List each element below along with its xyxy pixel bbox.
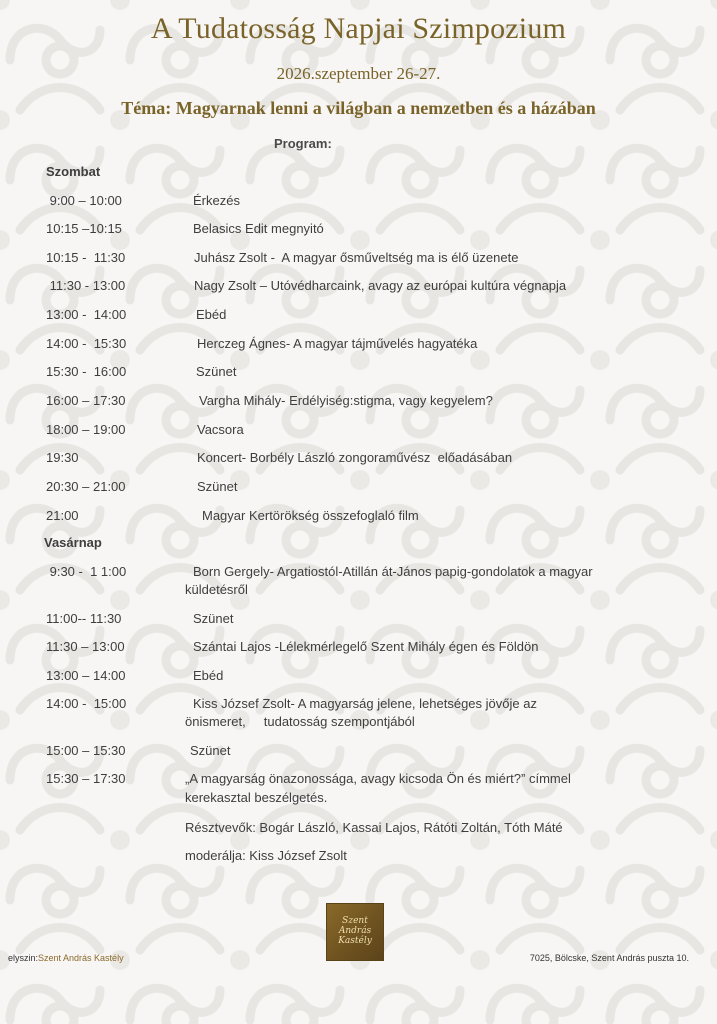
- schedule-time: 14:00 - 15:30: [46, 336, 127, 351]
- schedule-time: 15:30 - 16:00: [46, 364, 127, 379]
- schedule-item-continuation: önismeret, tudatosság szempontjából: [185, 714, 415, 729]
- logo-text-line: Kastély: [338, 936, 372, 946]
- schedule-item: Ebéd: [193, 668, 224, 683]
- venue-footer: [8, 953, 124, 963]
- schedule-item: Juhász Zsolt - A magyar ősműveltség ma is élő üzenete: [194, 250, 519, 265]
- program-heading: Program:: [274, 136, 332, 151]
- schedule-item: Szántai Lajos -Lélekmérlegelő Szent Mihály égen és Földön: [193, 639, 539, 654]
- schedule-time: 11:30 – 13:00: [46, 639, 125, 654]
- schedule-item: Born Gergely- Argatiostól-Atillán át-János papig-gondolatok a magyar: [193, 564, 593, 579]
- schedule-time: 15:00 – 15:30: [46, 743, 126, 758]
- schedule-item: Ebéd: [196, 307, 227, 322]
- schedule-time: 10:15 - 11:30: [46, 250, 126, 265]
- schedule-time: 9:30 - 1 1:00: [46, 564, 127, 579]
- schedule-item: Szünet: [196, 364, 237, 379]
- schedule-item: Kiss József Zsolt- A magyarság jelene, lehetséges jövője az: [193, 696, 537, 711]
- schedule-time: 13:00 – 14:00: [46, 668, 126, 683]
- address-footer: 7025, Bölcske, Szent András puszta 10.: [529, 953, 689, 963]
- schedule-time: 19:30: [46, 450, 79, 465]
- castle-logo: [326, 903, 384, 961]
- venue-prefix: elyszin:: [8, 953, 39, 963]
- page-title: A Tudatosság Napjai Szimpozium: [150, 12, 567, 45]
- schedule-time: 18:00 – 19:00: [46, 422, 126, 437]
- schedule-item: Belasics Edit megnyitó: [193, 221, 324, 236]
- schedule-item: Magyar Kertörökség összefoglaló film: [202, 508, 419, 523]
- schedule-item: Herczeg Ágnes- A magyar tájművelés hagyatéka: [197, 336, 478, 351]
- schedule-time: 11:00-- 11:30: [46, 611, 122, 626]
- schedule-time: 16:00 – 17:30: [46, 393, 126, 408]
- schedule-item: Nagy Zsolt – Utóvédharcaink, avagy az európai kultúra végnapja: [194, 278, 567, 293]
- schedule-time: 14:00 - 15:00: [46, 696, 127, 711]
- schedule-item: Vacsora: [197, 422, 244, 437]
- participants-line: Résztvevők: Bogár László, Kassai Lajos, Rátóti Zoltán, Tóth Máté: [185, 820, 563, 835]
- schedule-item: „A magyarság önazonossága, avagy kicsoda Ön és miért?” címmel: [185, 771, 571, 786]
- event-date: 2026.szeptember 26-27.: [276, 64, 441, 83]
- venue-name: Szent András Kastély: [38, 953, 124, 963]
- schedule-item: Szünet: [190, 743, 231, 758]
- event-theme: Téma: Magyarnak lenni a világban a nemzetben és a házában: [121, 98, 596, 118]
- schedule-item-continuation: küldetésről: [185, 582, 248, 597]
- schedule-item: Koncert- Borbély László zongoraművész előadásában: [197, 450, 513, 465]
- schedule-time: 10:15 –10:15: [46, 221, 122, 236]
- day-heading-saturday: Szombat: [46, 164, 101, 179]
- schedule-item: Szünet: [197, 479, 238, 494]
- schedule-item: Szünet: [193, 611, 234, 626]
- logo-text-line: Szent: [342, 916, 368, 926]
- schedule-item-continuation: kerekasztal beszélgetés.: [185, 790, 328, 805]
- schedule-time: 20:30 – 21:00: [46, 479, 126, 494]
- schedule-time: 11:30 - 13:00: [46, 278, 126, 293]
- schedule-time: 9:00 – 10:00: [46, 193, 122, 208]
- schedule-time: 15:30 – 17:30: [46, 771, 126, 786]
- schedule-item: Vargha Mihály- Erdélyiség:stigma, vagy kegyelem?: [199, 393, 493, 408]
- logo-text-line: András: [338, 926, 372, 936]
- schedule-time: 21:00: [46, 508, 79, 523]
- moderator-line: moderálja: Kiss József Zsolt: [185, 848, 347, 863]
- day-heading-sunday: Vasárnap: [44, 535, 102, 550]
- schedule-time: 13:00 - 14:00: [46, 307, 127, 322]
- schedule-item: Érkezés: [193, 193, 240, 208]
